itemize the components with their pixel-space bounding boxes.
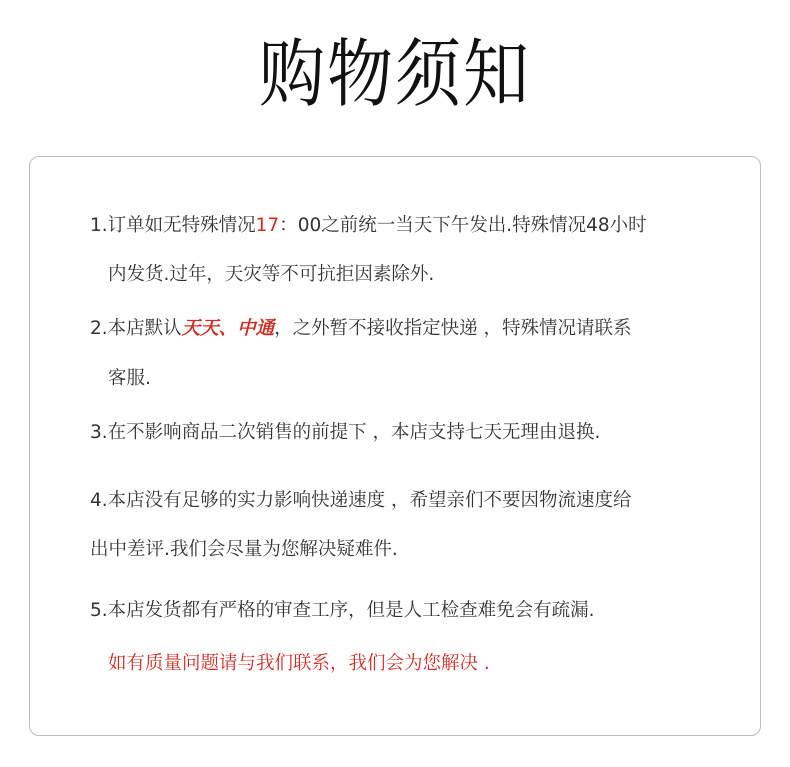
notice-item-1-text-b: ：00之前统一当天下午发出.特殊情况48小时	[279, 215, 647, 236]
notice-item-4-line-1: 4.本店没有足够的实力影响快递速度 ，希望亲们不要因物流速度给	[90, 490, 632, 511]
express-companies: 天天、中通	[181, 318, 275, 339]
notice-item-2-text-b: ，之外暂不接收指定快递 ，特殊情况请联系	[274, 318, 632, 339]
notice-item-3-line-1: 3.在不影响商品二次销售的前提下 ，本店支持七天无理由退换.	[90, 422, 601, 443]
notice-item-1-line-1	[90, 214, 647, 238]
page-title: 购物须知	[259, 31, 531, 118]
notice-item-1-text-a: 1.订单如无特殊情况	[90, 215, 256, 236]
notice-item-4-line-2: 出中差评.我们会尽量为您解决疑难件.	[90, 539, 398, 560]
notice-item-2-line-2: 客服.	[108, 368, 151, 389]
notice-card	[29, 156, 761, 736]
cutoff-time-highlight: 17	[255, 215, 280, 236]
notice-item-2-line-1	[90, 317, 632, 341]
notice-item-5-note: 如有质量问题请与我们联系，我们会为您解决 .	[108, 653, 490, 674]
notice-item-1-line-2: 内发货.过年，天灾等不可抗拒因素除外.	[108, 264, 435, 285]
notice-item-2-text-a: 2.本店默认	[90, 318, 182, 339]
notice-item-5-line-1: 5.本店发货都有严格的审查工序，但是人工检查难免会有疏漏.	[90, 600, 595, 621]
